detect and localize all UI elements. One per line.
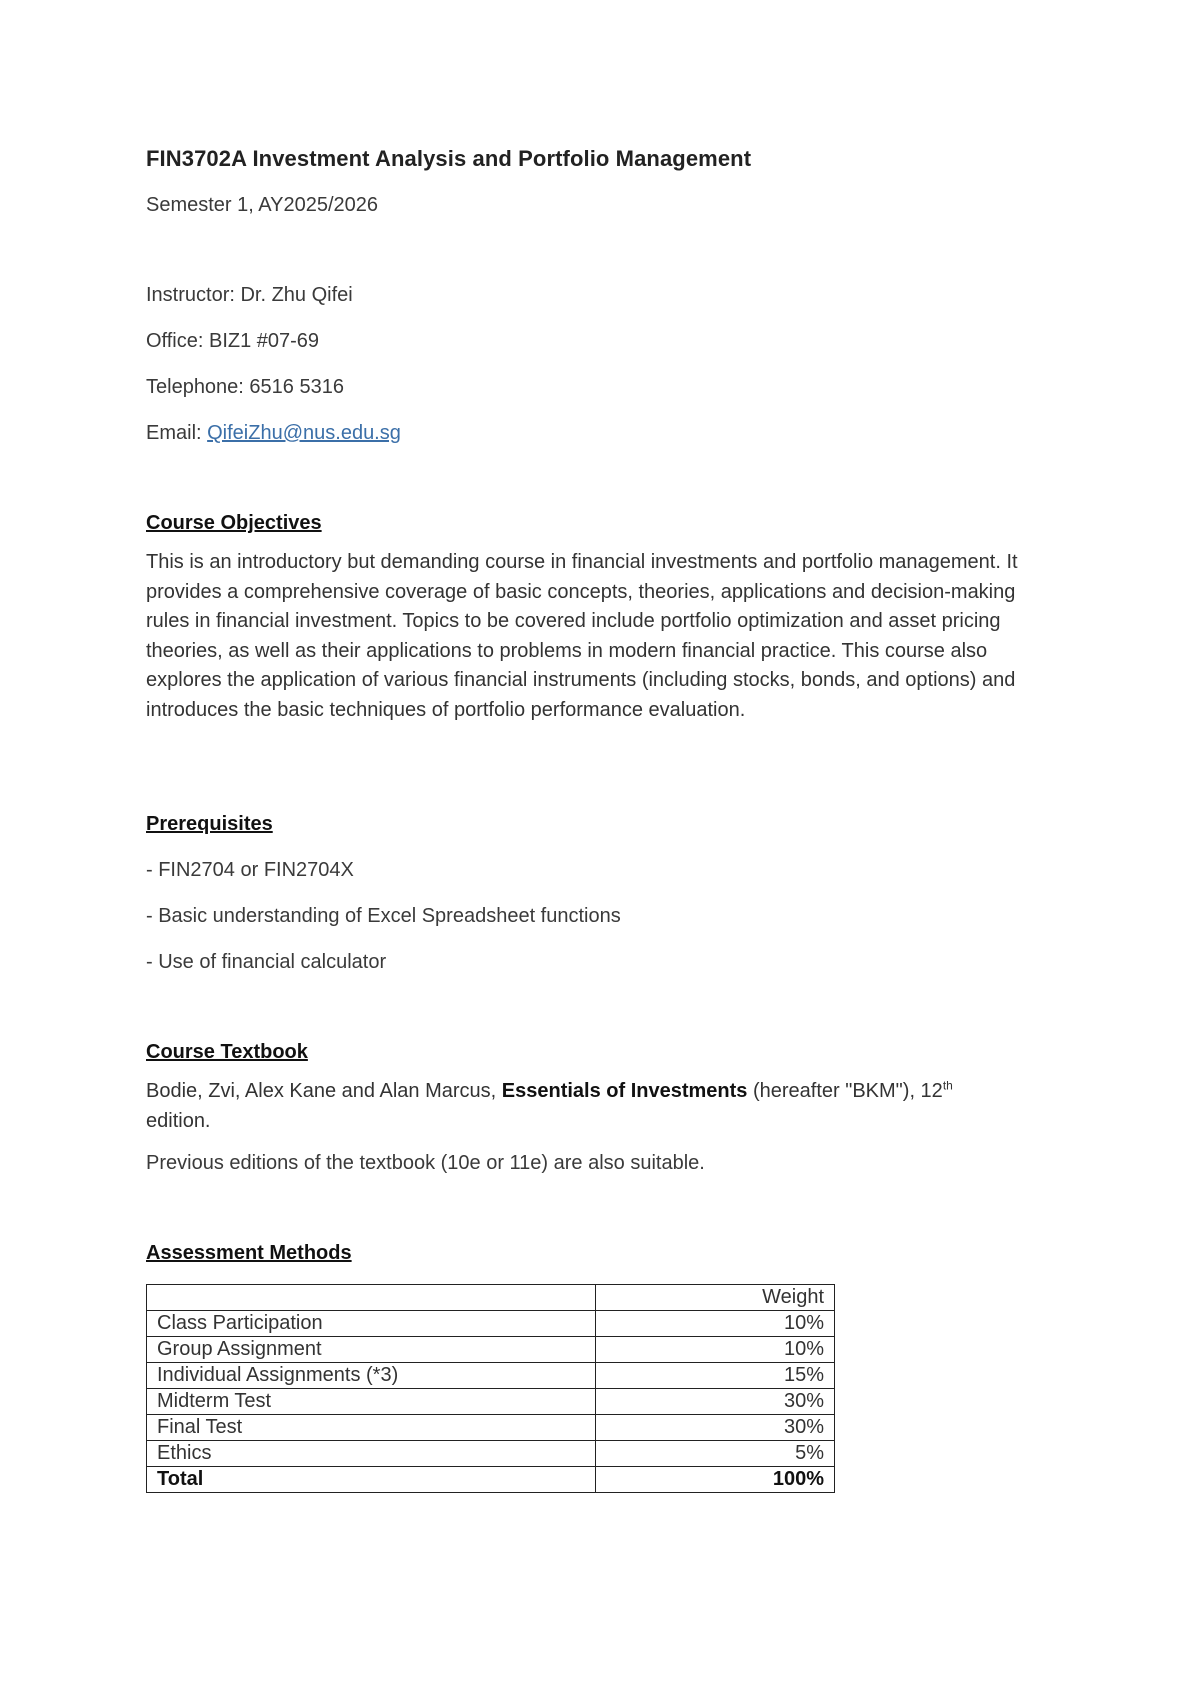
prerequisite-item: - Basic understanding of Excel Spreadsheet functions bbox=[146, 905, 621, 927]
total-weight: 100% bbox=[596, 1467, 835, 1493]
textbook-after-title: (hereafter "BKM"), 12 bbox=[747, 1080, 943, 1102]
assessment-weight: 15% bbox=[596, 1363, 835, 1389]
assessment-weight: 10% bbox=[596, 1311, 835, 1337]
table-row bbox=[147, 1441, 835, 1467]
course-title: FIN3702A Investment Analysis and Portfolio Management bbox=[146, 146, 752, 171]
table-header-blank bbox=[147, 1285, 596, 1311]
prerequisites-heading: Prerequisites bbox=[146, 813, 273, 835]
table-row bbox=[147, 1337, 835, 1363]
assessment-item: Ethics bbox=[147, 1441, 596, 1467]
table-row bbox=[147, 1363, 835, 1389]
objectives-heading: Course Objectives bbox=[146, 512, 322, 534]
office-text: Office: BIZ1 #07-69 bbox=[146, 330, 320, 352]
objectives-paragraph: This is an introductory but demanding course in financial investments and portfolio management. It provides a comprehensive coverage of basic concepts, theories, applications and decision-making rules in financial investment. Topics to be covered include portfolio optimization and asset pricing theories, as well as their applications to problems in modern financial practice. This course also explores the application of various financial instruments (including stocks, bonds, and options) and introduces the basic techniques of portfolio performance evaluation. bbox=[146, 551, 1018, 721]
assessment-weight: 5% bbox=[596, 1441, 835, 1467]
textbook-edition-sup: th bbox=[942, 1078, 953, 1093]
table-row bbox=[147, 1415, 835, 1441]
textbook-edition: edition. bbox=[146, 1109, 211, 1132]
textbook-citation bbox=[146, 1077, 1056, 1136]
assessment-weight: 30% bbox=[596, 1389, 835, 1415]
table-header-weight: Weight bbox=[596, 1285, 835, 1311]
textbook-authors: Bodie, Zvi, Alex Kane and Alan Marcus, bbox=[146, 1080, 502, 1102]
assessment-weight: 30% bbox=[596, 1415, 835, 1441]
assessment-item: Midterm Test bbox=[147, 1389, 596, 1415]
instructor-text: Instructor: Dr. Zhu Qifei bbox=[146, 284, 353, 306]
assessment-heading: Assessment Methods bbox=[146, 1242, 352, 1264]
table-total-row bbox=[147, 1467, 835, 1493]
textbook-title: Essentials of Investments bbox=[501, 1080, 748, 1102]
table-row bbox=[147, 1311, 835, 1337]
assessment-item: Final Test bbox=[147, 1415, 596, 1441]
prerequisite-item: - FIN2704 or FIN2704X bbox=[146, 859, 354, 881]
table-row bbox=[147, 1389, 835, 1415]
semester-text: Semester 1, AY2025/2026 bbox=[146, 194, 379, 216]
textbook-heading: Course Textbook bbox=[146, 1041, 308, 1063]
assessment-item: Group Assignment bbox=[147, 1337, 596, 1363]
email-link[interactable]: QifeiZhu@nus.edu.sg bbox=[207, 422, 401, 444]
email-label: Email: bbox=[146, 422, 208, 444]
syllabus-page bbox=[146, 140, 1056, 1493]
total-label: Total bbox=[147, 1467, 596, 1493]
telephone-text: Telephone: 6516 5316 bbox=[146, 376, 344, 398]
email-line bbox=[146, 414, 1056, 452]
textbook-note: Previous editions of the textbook (10e or 11e) are also suitable. bbox=[146, 1152, 705, 1174]
assessment-item: Individual Assignments (*3) bbox=[147, 1363, 596, 1389]
assessment-weight: 10% bbox=[596, 1337, 835, 1363]
assessment-table bbox=[146, 1284, 835, 1493]
assessment-item: Class Participation bbox=[147, 1311, 596, 1337]
table-header-row bbox=[147, 1285, 835, 1311]
prerequisite-item: - Use of financial calculator bbox=[146, 951, 387, 973]
